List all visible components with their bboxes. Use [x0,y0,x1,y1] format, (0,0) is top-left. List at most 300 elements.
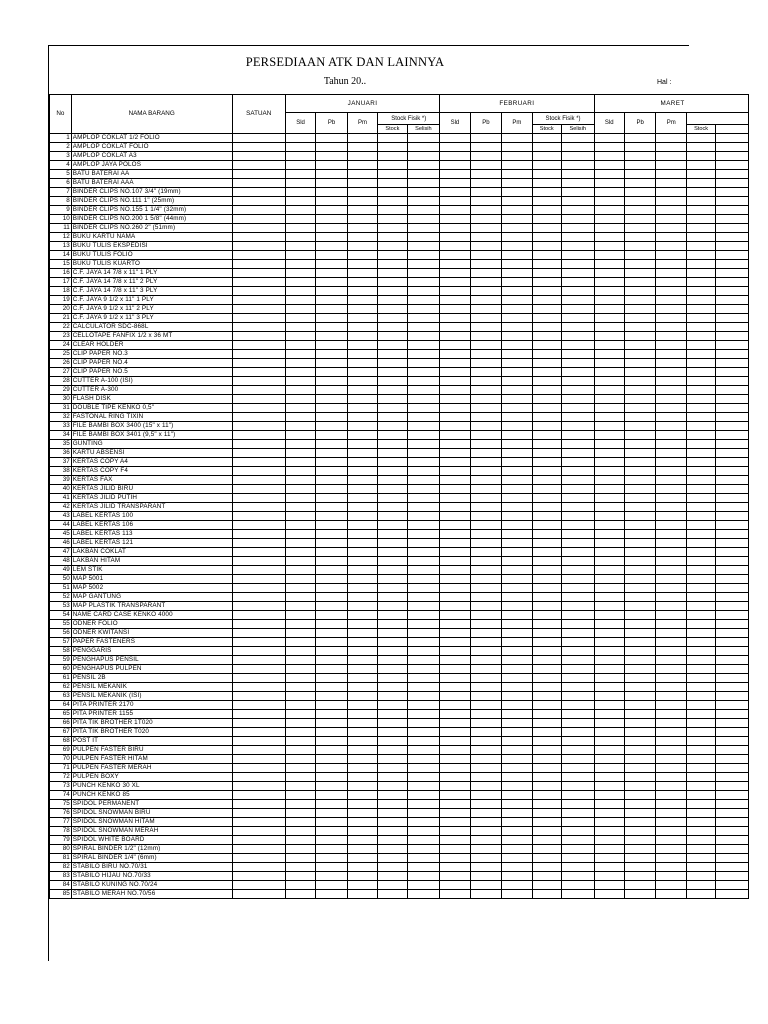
quantity-cell [561,161,594,170]
header-mar-pb: Pb [624,113,656,134]
quantity-cell [407,809,440,818]
quantity-cell [470,332,502,341]
quantity-cell [656,206,686,215]
item-number: 82 [50,863,72,872]
quantity-cell [285,458,315,467]
quantity-cell [378,611,407,620]
quantity-cell [686,548,715,557]
quantity-cell [624,764,656,773]
quantity-cell [594,782,624,791]
item-number: 85 [50,890,72,899]
quantity-cell [470,134,502,143]
quantity-cell [316,764,348,773]
quantity-cell [686,521,715,530]
quantity-cell [347,422,377,431]
quantity-cell [470,809,502,818]
quantity-cell [378,314,407,323]
quantity-cell [532,161,561,170]
item-name: LABEL KERTAS 100 [71,512,232,521]
quantity-cell [407,215,440,224]
quantity-cell [532,638,561,647]
quantity-cell [561,242,594,251]
quantity-cell [378,458,407,467]
quantity-cell [285,152,315,161]
quantity-cell [378,692,407,701]
quantity-cell [686,386,715,395]
quantity-cell [285,404,315,413]
table-row [50,305,749,314]
quantity-cell [686,476,715,485]
quantity-cell [594,449,624,458]
quantity-cell [285,593,315,602]
table-row [50,710,749,719]
quantity-cell [347,143,377,152]
quantity-cell [285,764,315,773]
quantity-cell [407,773,440,782]
quantity-cell [285,755,315,764]
quantity-cell [285,485,315,494]
quantity-cell [532,584,561,593]
quantity-cell [378,413,407,422]
unit-cell [232,512,285,521]
quantity-cell [594,629,624,638]
quantity-cell [378,836,407,845]
quantity-cell [532,458,561,467]
quantity-cell [347,260,377,269]
quantity-cell [532,692,561,701]
quantity-cell [624,323,656,332]
unit-cell [232,791,285,800]
quantity-cell [561,800,594,809]
quantity-cell [378,278,407,287]
quantity-cell [656,197,686,206]
quantity-cell [594,287,624,296]
quantity-cell [347,386,377,395]
quantity-cell [378,584,407,593]
quantity-cell [561,683,594,692]
quantity-cell [502,224,532,233]
quantity-cell [686,710,715,719]
table-row [50,764,749,773]
quantity-cell [532,485,561,494]
quantity-cell [440,575,470,584]
quantity-cell [716,485,749,494]
quantity-cell [532,251,561,260]
quantity-cell [624,881,656,890]
quantity-cell [407,431,440,440]
item-name: SPIRAL BINDER 1/2" (12mm) [71,845,232,854]
quantity-cell [716,269,749,278]
quantity-cell [470,566,502,575]
quantity-cell [502,287,532,296]
unit-cell [232,152,285,161]
unit-cell [232,449,285,458]
quantity-cell [440,656,470,665]
quantity-cell [440,431,470,440]
quantity-cell [594,872,624,881]
quantity-cell [378,800,407,809]
quantity-cell [624,413,656,422]
quantity-cell [470,458,502,467]
quantity-cell [407,674,440,683]
quantity-cell [407,845,440,854]
quantity-cell [440,485,470,494]
quantity-cell [594,809,624,818]
unit-cell [232,494,285,503]
quantity-cell [316,485,348,494]
quantity-cell [656,512,686,521]
quantity-cell [470,674,502,683]
quantity-cell [624,845,656,854]
quantity-cell [316,665,348,674]
quantity-cell [316,260,348,269]
table-row [50,818,749,827]
unit-cell [232,260,285,269]
table-row [50,656,749,665]
quantity-cell [316,395,348,404]
quantity-cell [594,296,624,305]
quantity-cell [285,359,315,368]
quantity-cell [316,386,348,395]
quantity-cell [656,233,686,242]
quantity-cell [316,701,348,710]
item-name: BINDER CLIPS NO.200 1 5/8" (44mm) [71,215,232,224]
unit-cell [232,629,285,638]
quantity-cell [532,656,561,665]
quantity-cell [316,584,348,593]
quantity-cell [470,728,502,737]
table-row [50,827,749,836]
quantity-cell [470,224,502,233]
quantity-cell [716,449,749,458]
quantity-cell [716,467,749,476]
header-month-march: MARET [594,95,748,113]
quantity-cell [624,737,656,746]
quantity-cell [347,197,377,206]
quantity-cell [470,323,502,332]
quantity-cell [285,260,315,269]
quantity-cell [532,890,561,899]
quantity-cell [594,818,624,827]
quantity-cell [532,701,561,710]
item-number: 18 [50,287,72,296]
quantity-cell [594,521,624,530]
quantity-cell [378,890,407,899]
item-number: 28 [50,377,72,386]
item-number: 23 [50,332,72,341]
quantity-cell [532,728,561,737]
quantity-cell [316,422,348,431]
quantity-cell [716,251,749,260]
quantity-cell [624,539,656,548]
quantity-cell [656,305,686,314]
item-number: 13 [50,242,72,251]
quantity-cell [440,476,470,485]
quantity-cell [502,584,532,593]
quantity-cell [624,233,656,242]
quantity-cell [502,260,532,269]
quantity-cell [656,692,686,701]
quantity-cell [656,521,686,530]
unit-cell [232,845,285,854]
item-name: KERTAS COPY A4 [71,458,232,467]
quantity-cell [407,710,440,719]
quantity-cell [594,413,624,422]
unit-cell [232,404,285,413]
quantity-cell [440,566,470,575]
quantity-cell [686,881,715,890]
item-name: KARTU ABSENSI [71,449,232,458]
quantity-cell [470,440,502,449]
quantity-cell [285,647,315,656]
quantity-cell [716,314,749,323]
quantity-cell [440,782,470,791]
quantity-cell [440,881,470,890]
quantity-cell [378,737,407,746]
quantity-cell [502,728,532,737]
quantity-cell [347,575,377,584]
item-name: PUNCH KENKO 30 XL [71,782,232,791]
quantity-cell [407,305,440,314]
quantity-cell [716,377,749,386]
item-number: 45 [50,530,72,539]
unit-cell [232,224,285,233]
quantity-cell [561,215,594,224]
quantity-cell [716,647,749,656]
table-row [50,584,749,593]
quantity-cell [532,647,561,656]
quantity-cell [378,755,407,764]
quantity-cell [561,296,594,305]
quantity-cell [502,395,532,404]
quantity-cell [532,548,561,557]
quantity-cell [440,215,470,224]
quantity-cell [532,494,561,503]
quantity-cell [347,557,377,566]
quantity-cell [316,332,348,341]
quantity-cell [532,539,561,548]
quantity-cell [502,539,532,548]
quantity-cell [347,530,377,539]
quantity-cell [285,692,315,701]
quantity-cell [407,656,440,665]
quantity-cell [378,656,407,665]
quantity-cell [594,791,624,800]
quantity-cell [347,584,377,593]
quantity-cell [285,386,315,395]
unit-cell [232,809,285,818]
quantity-cell [624,647,656,656]
table-row [50,728,749,737]
quantity-cell [316,287,348,296]
header-jan-stock: Stock [378,125,407,134]
item-number: 47 [50,548,72,557]
quantity-cell [285,521,315,530]
quantity-cell [316,755,348,764]
quantity-cell [407,359,440,368]
quantity-cell [378,629,407,638]
quantity-cell [285,206,315,215]
quantity-cell [407,701,440,710]
table-row [50,602,749,611]
quantity-cell [440,350,470,359]
table-row [50,161,749,170]
quantity-cell [407,260,440,269]
unit-cell [232,683,285,692]
quantity-cell [440,395,470,404]
quantity-cell [378,179,407,188]
quantity-cell [716,359,749,368]
quantity-cell [686,746,715,755]
quantity-cell [716,719,749,728]
table-row [50,404,749,413]
quantity-cell [347,683,377,692]
quantity-cell [656,611,686,620]
table-row [50,503,749,512]
quantity-cell [440,773,470,782]
item-number: 44 [50,521,72,530]
quantity-cell [347,215,377,224]
quantity-cell [470,737,502,746]
unit-cell [232,503,285,512]
quantity-cell [532,566,561,575]
table-row [50,629,749,638]
quantity-cell [656,701,686,710]
quantity-cell [316,872,348,881]
item-number: 55 [50,620,72,629]
quantity-cell [686,332,715,341]
quantity-cell [716,305,749,314]
quantity-cell [378,710,407,719]
quantity-cell [686,647,715,656]
quantity-cell [656,242,686,251]
quantity-cell [594,584,624,593]
quantity-cell [378,764,407,773]
quantity-cell [656,413,686,422]
quantity-cell [407,665,440,674]
quantity-cell [686,260,715,269]
table-row [50,746,749,755]
quantity-cell [716,296,749,305]
quantity-cell [378,359,407,368]
table-row [50,260,749,269]
quantity-cell [532,557,561,566]
quantity-cell [686,584,715,593]
quantity-cell [440,710,470,719]
quantity-cell [716,728,749,737]
item-name: STABILO KUNING NO.70/24 [71,881,232,890]
quantity-cell [440,323,470,332]
quantity-cell [378,530,407,539]
quantity-cell [656,314,686,323]
quantity-cell [594,656,624,665]
quantity-cell [656,827,686,836]
item-number: 74 [50,791,72,800]
quantity-cell [378,197,407,206]
quantity-cell [470,431,502,440]
table-row [50,458,749,467]
quantity-cell [347,242,377,251]
quantity-cell [502,521,532,530]
quantity-cell [594,836,624,845]
quantity-cell [470,611,502,620]
quantity-cell [285,413,315,422]
table-row [50,881,749,890]
quantity-cell [285,728,315,737]
quantity-cell [502,404,532,413]
quantity-cell [378,602,407,611]
quantity-cell [561,206,594,215]
table-row [50,323,749,332]
quantity-cell [502,206,532,215]
item-number: 41 [50,494,72,503]
quantity-cell [532,296,561,305]
quantity-cell [440,278,470,287]
quantity-cell [532,359,561,368]
unit-cell [232,215,285,224]
quantity-cell [561,494,594,503]
quantity-cell [502,350,532,359]
quantity-cell [624,440,656,449]
quantity-cell [624,854,656,863]
quantity-cell [532,179,561,188]
quantity-cell [716,638,749,647]
item-name: KERTAS JILID BIRU [71,485,232,494]
quantity-cell [470,557,502,566]
unit-cell [232,827,285,836]
quantity-cell [716,845,749,854]
quantity-cell [440,683,470,692]
item-number: 66 [50,719,72,728]
quantity-cell [561,260,594,269]
quantity-cell [316,242,348,251]
item-number: 80 [50,845,72,854]
quantity-cell [470,377,502,386]
quantity-cell [561,152,594,161]
quantity-cell [532,575,561,584]
quantity-cell [532,620,561,629]
quantity-cell [532,332,561,341]
quantity-cell [716,827,749,836]
quantity-cell [561,188,594,197]
quantity-cell [656,152,686,161]
unit-cell [232,737,285,746]
quantity-cell [502,215,532,224]
quantity-cell [594,845,624,854]
quantity-cell [378,638,407,647]
table-row [50,800,749,809]
quantity-cell [502,458,532,467]
item-number: 69 [50,746,72,755]
quantity-cell [378,476,407,485]
quantity-cell [561,638,594,647]
quantity-cell [656,404,686,413]
table-row [50,413,749,422]
quantity-cell [686,791,715,800]
quantity-cell [656,557,686,566]
quantity-cell [378,188,407,197]
quantity-cell [686,188,715,197]
quantity-cell [624,215,656,224]
quantity-cell [440,260,470,269]
quantity-cell [594,269,624,278]
quantity-cell [440,728,470,737]
quantity-cell [594,242,624,251]
quantity-cell [532,278,561,287]
table-row [50,638,749,647]
quantity-cell [502,701,532,710]
quantity-cell [407,863,440,872]
